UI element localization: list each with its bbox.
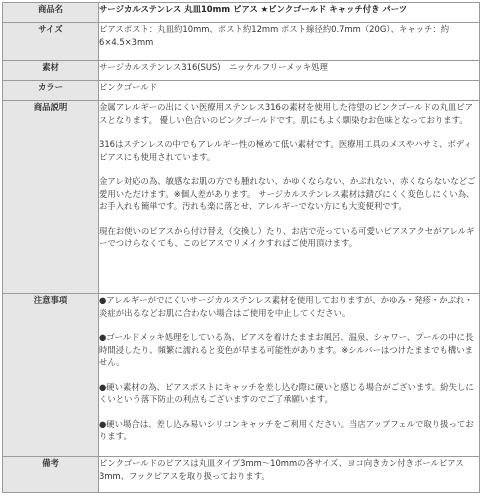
description-paragraph: 金属アレルギーの出にくい医療用ステンレス316の素材を使用した待望のピンクゴールドの丸皿ピアスとなります。 優しい色合いのピンクゴールドです。肌にもよく馴染むお色味となっております。: [99, 102, 474, 125]
value-color: ピンクゴールド: [99, 81, 480, 101]
description-paragraph: 金アレ対応の為、敏感なお肌の方でも腫れない、かゆくならない、かぶれない、赤くならないなどご愛用いただけます。※個人差があります。 サージカルステンレス素材は錆びにくく変色しにくい為、お手入れも簡単です。汚れも楽に落とせ、アレルギーでない方にも大変便利です。: [99, 176, 476, 211]
product-spec-table: [2, 2, 480, 493]
label-remarks: 備考: [3, 457, 99, 493]
row-color: [3, 81, 480, 101]
note-item: ●ゴールドメッキ処理をしている為、ピアスを着けたままお風呂、温泉、シャワー、プールの中に長時間浸したり、頻繁に濡れると変色が早まる可能性があります。※シルバーはつけたままでも構いません。: [99, 332, 474, 367]
description-paragraph: 316はステンレスの中でもアレルギー性の極めて低い素材です。医療用工具のメスやハサミ、ボディピアスにも使用されています。: [99, 139, 472, 162]
value-material: サージカルステンレス316(SUS) ニッケルフリーメッキ処理: [99, 61, 480, 81]
label-notes: 注意事項: [3, 294, 99, 457]
label-product-name: 商品名: [3, 3, 99, 23]
row-description: [3, 101, 480, 294]
row-notes: [3, 294, 480, 457]
value-size: ピアスポスト：丸皿約10mm、ポスト約12mm ポスト線径約0.7mm（20G）、キャッチ：約6×4.5×3mm: [99, 23, 480, 61]
label-size: サイズ: [3, 23, 99, 61]
note-item: ●硬い場合は、差し込み易いシリコンキャッチをご利用ください。当店アップフェルで取り扱っております。: [99, 418, 474, 441]
row-product-name: [3, 3, 480, 23]
row-size: [3, 23, 480, 61]
label-color: カラー: [3, 81, 99, 101]
note-item: ●アレルギーがでにくいサージカルステンレス素材を使用しておりますが、かゆみ・発疹・かぶれ・炎症が出るなどお肌に合わない場合はご使用を中止してください。: [99, 295, 473, 318]
value-notes: [99, 294, 480, 457]
note-item: ●硬い素材の為、ピアスポストにキャッチを差し込む際に硬いと感じる場合がございます。紛失しにくいという落下防止の利点もございますのでご了承願います。: [99, 381, 474, 404]
label-description: 商品説明: [3, 101, 99, 294]
row-remarks: [3, 457, 480, 493]
value-description: [99, 101, 480, 294]
label-material: 素材: [3, 61, 99, 81]
description-paragraph: 現在お使いのピアスから付け替え（交換し）たり、お店で売っている可愛いピアスアクセがアレルギーでつけらなくても、このピアスでリメイクすればご使用頂けます。: [99, 225, 475, 248]
row-material: [3, 61, 480, 81]
value-product-name: サージカルステンレス 丸皿10mm ピアス ★ピンクゴールド キャッチ付き パーツ: [99, 3, 480, 23]
value-remarks: ピンクゴールドのピアスは丸皿タイプ3mm～10mmの各サイズ、ヨコ向きカン付きボールピアス3mm、フックピアスを取り扱っております。: [99, 457, 480, 493]
